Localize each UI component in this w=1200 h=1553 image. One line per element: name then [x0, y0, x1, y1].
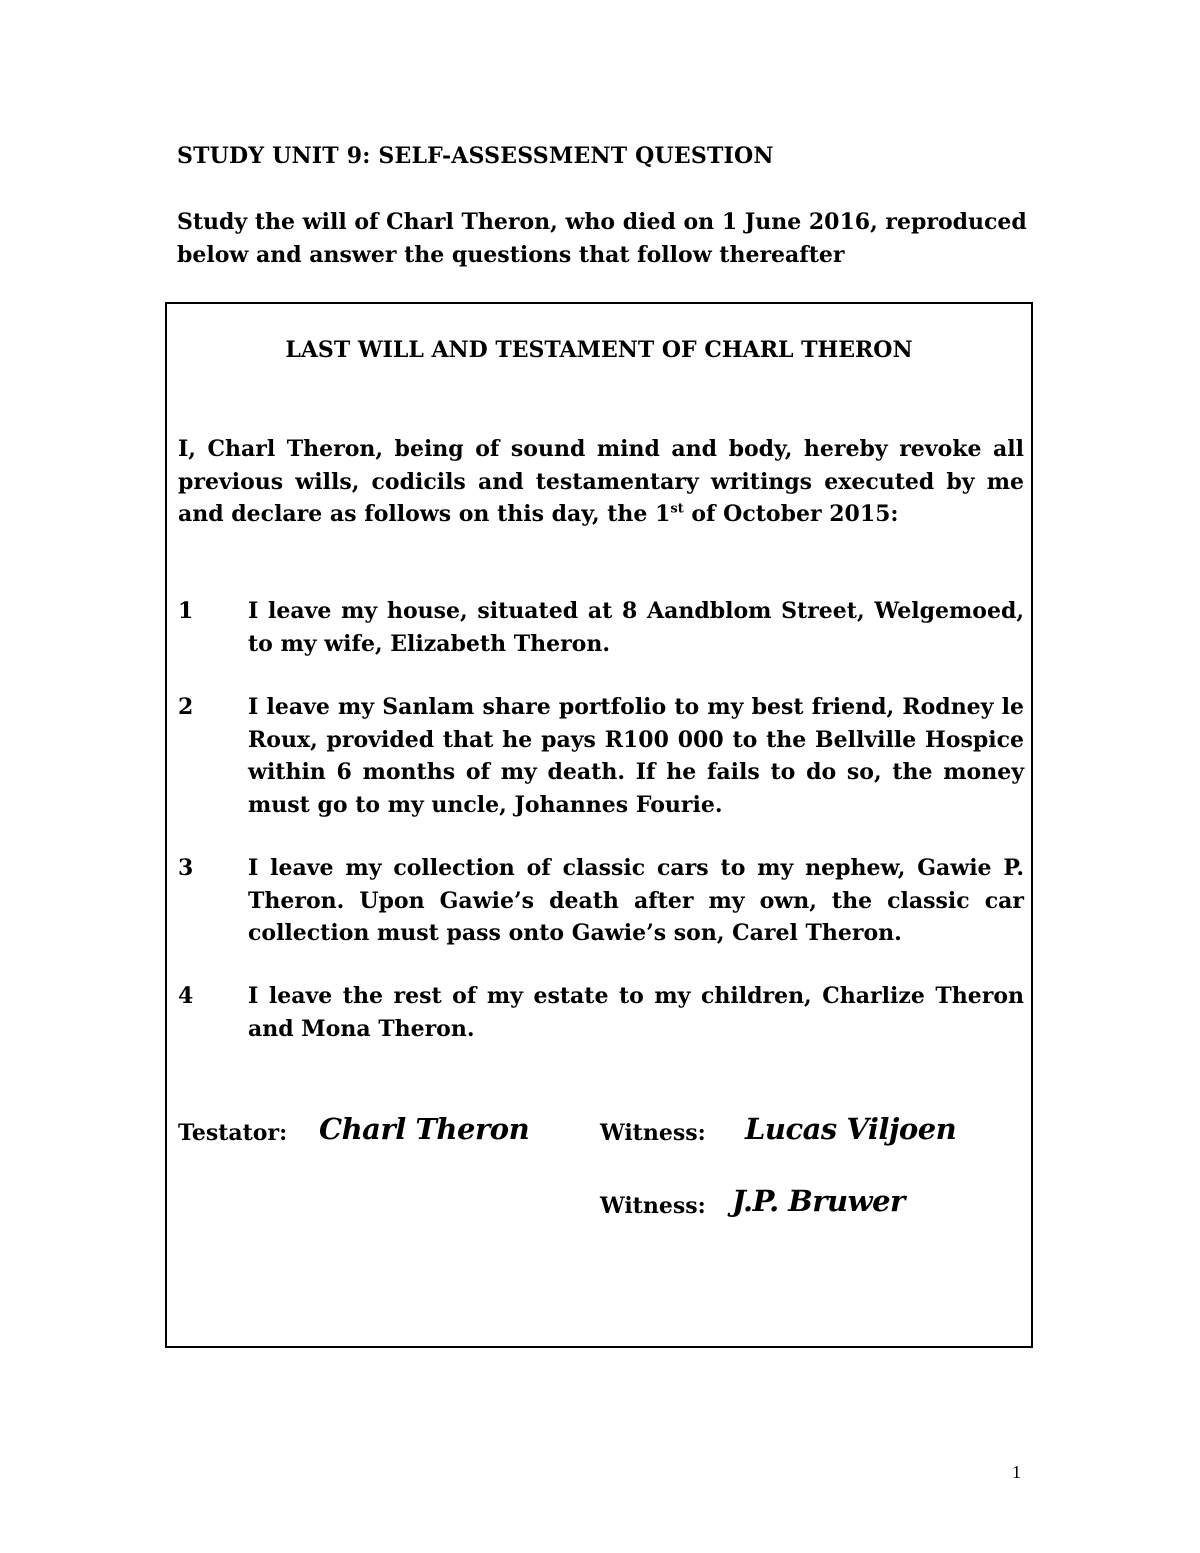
witness-1-label: Witness: [600, 1120, 706, 1146]
testator-label: Testator: [178, 1120, 288, 1146]
ordinal-suffix: st [670, 501, 684, 517]
will-title: LAST WILL AND TESTAMENT OF CHARL THERON [285, 337, 913, 363]
clause-text: I leave my Sanlam share portfolio to my best friend, Rodney le Roux, provided that he pays R100 000 to the Bellville Hospice within 6 months of my death. If he fails to do so, the money must go to my uncle, Johannes Fourie. [248, 694, 1024, 818]
witness-2-signature: J.P. Bruwer [732, 1184, 905, 1218]
clause-number: 2 [178, 694, 194, 720]
will-document-box [165, 302, 1033, 1348]
testator-signature: Charl Theron [319, 1112, 530, 1146]
witness-2-label: Witness: [600, 1193, 706, 1219]
page-number: 1 [1012, 1462, 1021, 1482]
section-heading: STUDY UNIT 9: SELF-ASSESSMENT QUESTION [177, 143, 774, 169]
clause-text: I leave my collection of classic cars to my nephew, Gawie P. Theron. Upon Gawie’s death after my own, the classic car collection must pass onto Gawie’s son, Carel Theron. [248, 855, 1024, 946]
clause-number: 4 [178, 983, 194, 1009]
will-declaration [178, 433, 1024, 531]
clause-number: 1 [178, 598, 194, 624]
declaration-text: I, Charl Theron, being of sound mind and body, hereby revoke all previous wills, codicils and testamentary writings executed by me and declare as follows on this day, the 1 [178, 436, 1024, 527]
intro-paragraph: Study the will of Charl Theron, who died on 1 June 2016, reproduced below and answer the questions that follow thereafter [177, 209, 1027, 268]
clause-text: I leave my house, situated at 8 Aandblom Street, Welgemoed, to my wife, Elizabeth Theron. [248, 598, 1024, 657]
declaration-date-text: of October 2015: [683, 501, 899, 527]
clause-number: 3 [178, 855, 194, 881]
witness-1-signature: Lucas Viljoen [745, 1112, 957, 1146]
clause-text: I leave the rest of my estate to my children, Charlize Theron and Mona Theron. [248, 983, 1024, 1042]
